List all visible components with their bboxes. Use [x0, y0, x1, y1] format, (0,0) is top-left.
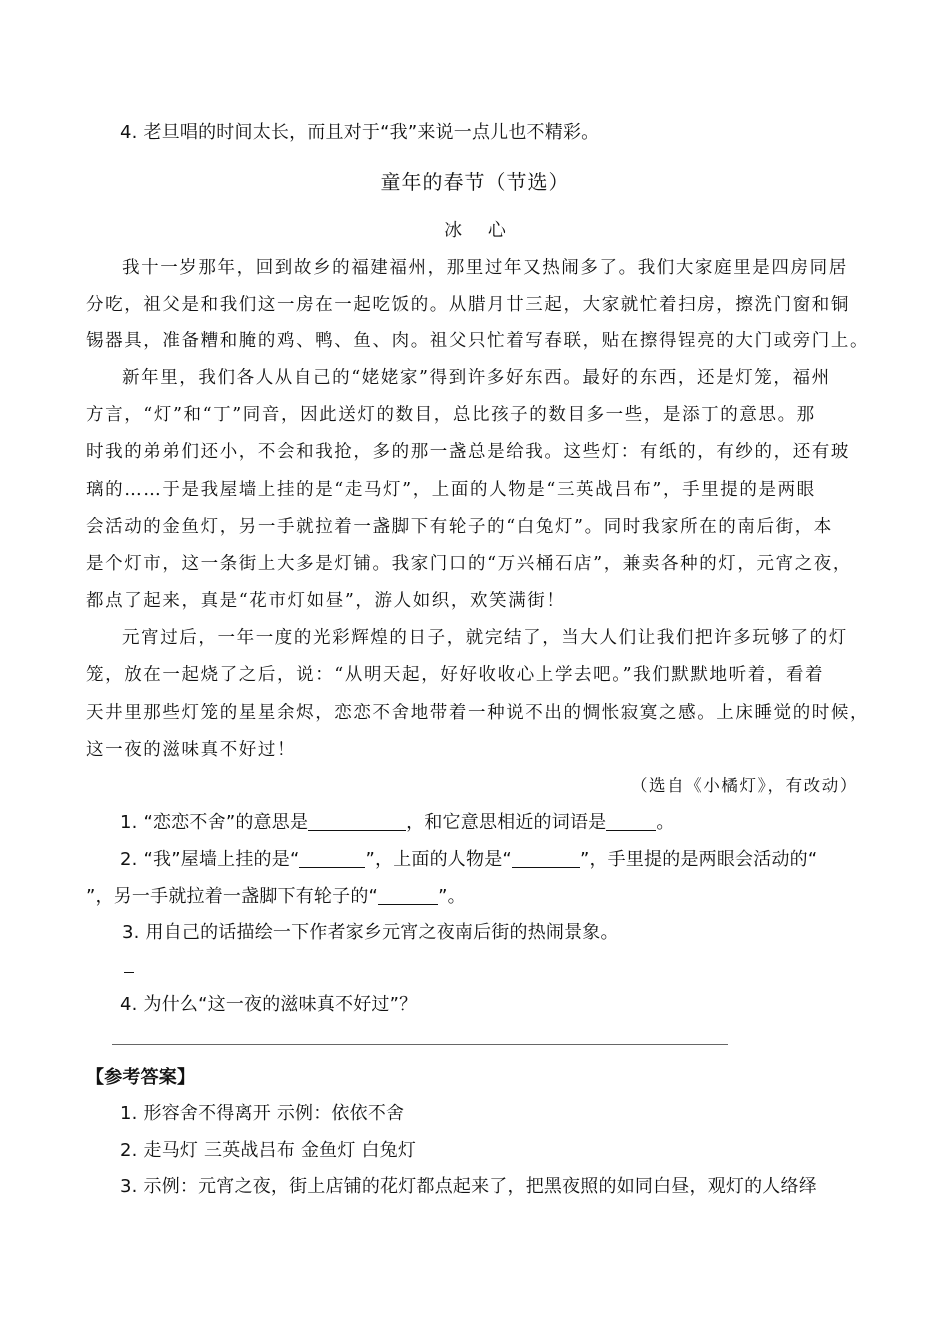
answer-line[interactable]: [124, 972, 134, 973]
article-line: 这一夜的滋味真不好过！: [86, 740, 297, 760]
article-line: 都点了起来，真是“花市灯如昼”，游人如织，欢笑满街！: [86, 591, 566, 611]
article-line: 方言，“灯”和“丁”同音，因此送灯的数目，总比孩子的数目多一些，是添丁的意思。那: [86, 405, 816, 425]
answer-blank[interactable]: [308, 812, 406, 831]
question-2-text-d: ”，另一手就拉着一盏脚下有轮子的“: [86, 886, 379, 907]
article-source: （选自《小橘灯》，有改动）: [630, 776, 858, 795]
answers-header: 【参考答案】: [86, 1067, 196, 1088]
question-2-text-b: ”，上面的人物是“: [365, 849, 512, 870]
question-2-text-e: ”。: [438, 886, 466, 907]
question-4: 4. 为什么“这一夜的滋味真不好过”？: [120, 994, 418, 1015]
article-line: 新年里，我们各人从自己的“姥姥家”得到许多好东西。最好的东西，还是灯笼，福州: [122, 368, 831, 388]
prev-question-4: 4. 老旦唱的时间太长，而且对于“我”来说一点儿也不精彩。: [120, 122, 600, 143]
article-line: 时我的弟弟们还小，不会和我抢，多的那一盏总是给我。这些灯：有纸的，有纱的，还有玻: [86, 442, 850, 462]
question-3: 3. 用自己的话描绘一下作者家乡元宵之夜南后街的热闹景象。: [122, 922, 619, 943]
article-line: 锡器具，准备糟和腌的鸡、鸭、鱼、肉。祖父只忙着写春联，贴在擦得锃亮的大门或旁门上。: [86, 331, 870, 351]
question-1-text-b: ，和它意思相近的词语是: [406, 812, 607, 833]
article-line: 分吃，祖父是和我们这一房在一起吃饭的。从腊月廿三起，大家就忙着扫房，擦洗门窗和铜: [86, 295, 850, 315]
answer-line[interactable]: [112, 1044, 728, 1045]
article-line: 我十一岁那年，回到故乡的福建福州，那里过年又热闹多了。我们大家庭里是四房同居: [122, 258, 848, 278]
answer-blank[interactable]: [606, 812, 656, 831]
question-2-text-c: ”，手里提的是两眼会活动的“: [579, 849, 818, 870]
answer-2: 2. 走马灯 三英战吕布 金鱼灯 白兔灯: [120, 1140, 417, 1161]
question-1-text-a: 1. “恋恋不舍”的意思是: [120, 812, 309, 833]
answer-blank[interactable]: [378, 886, 438, 905]
article-author: 冰 心: [444, 220, 516, 241]
question-1: [120, 808, 675, 834]
question-2: [120, 845, 817, 871]
question-2-text-a: 2. “我”屋墙上挂的是“: [120, 849, 300, 870]
article-line: 璃的……于是我屋墙上挂的是“走马灯”，上面的人物是“三英战吕布”，手里提的是两眼: [86, 480, 816, 500]
question-1-text-c: 。: [656, 812, 675, 833]
article-line: 元宵过后，一年一度的光彩辉煌的日子，就完结了，当大人们让我们把许多玩够了的灯: [122, 628, 848, 648]
article-line: 笼，放在一起烧了之后，说：“从明天起，好好收收心上学去吧。”我们默默地听着，看着: [86, 665, 825, 685]
answer-blank[interactable]: [512, 849, 580, 868]
answer-blank[interactable]: [299, 849, 365, 868]
question-2-continued: [86, 882, 466, 908]
article-line: 天井里那些灯笼的星星余烬，恋恋不舍地带着一种说不出的惆怅寂寞之感。上床睡觉的时候，: [86, 703, 870, 723]
article-line: 是个灯市，这一条街上大多是灯铺。我家门口的“万兴桶石店”，兼卖各种的灯，元宵之夜，: [86, 554, 852, 574]
answer-3: 3. 示例：元宵之夜，街上店铺的花灯都点起来了，把黑夜照的如同白昼，观灯的人络绎: [120, 1176, 817, 1197]
answer-1: 1. 形容舍不得离开 示例：依依不舍: [120, 1103, 405, 1124]
article-line: 会活动的金鱼灯，另一手就拉着一盏脚下有轮子的“白兔灯”。同时我家所在的南后街，本: [86, 517, 833, 537]
article-title: 童年的春节（节选）: [380, 170, 570, 194]
